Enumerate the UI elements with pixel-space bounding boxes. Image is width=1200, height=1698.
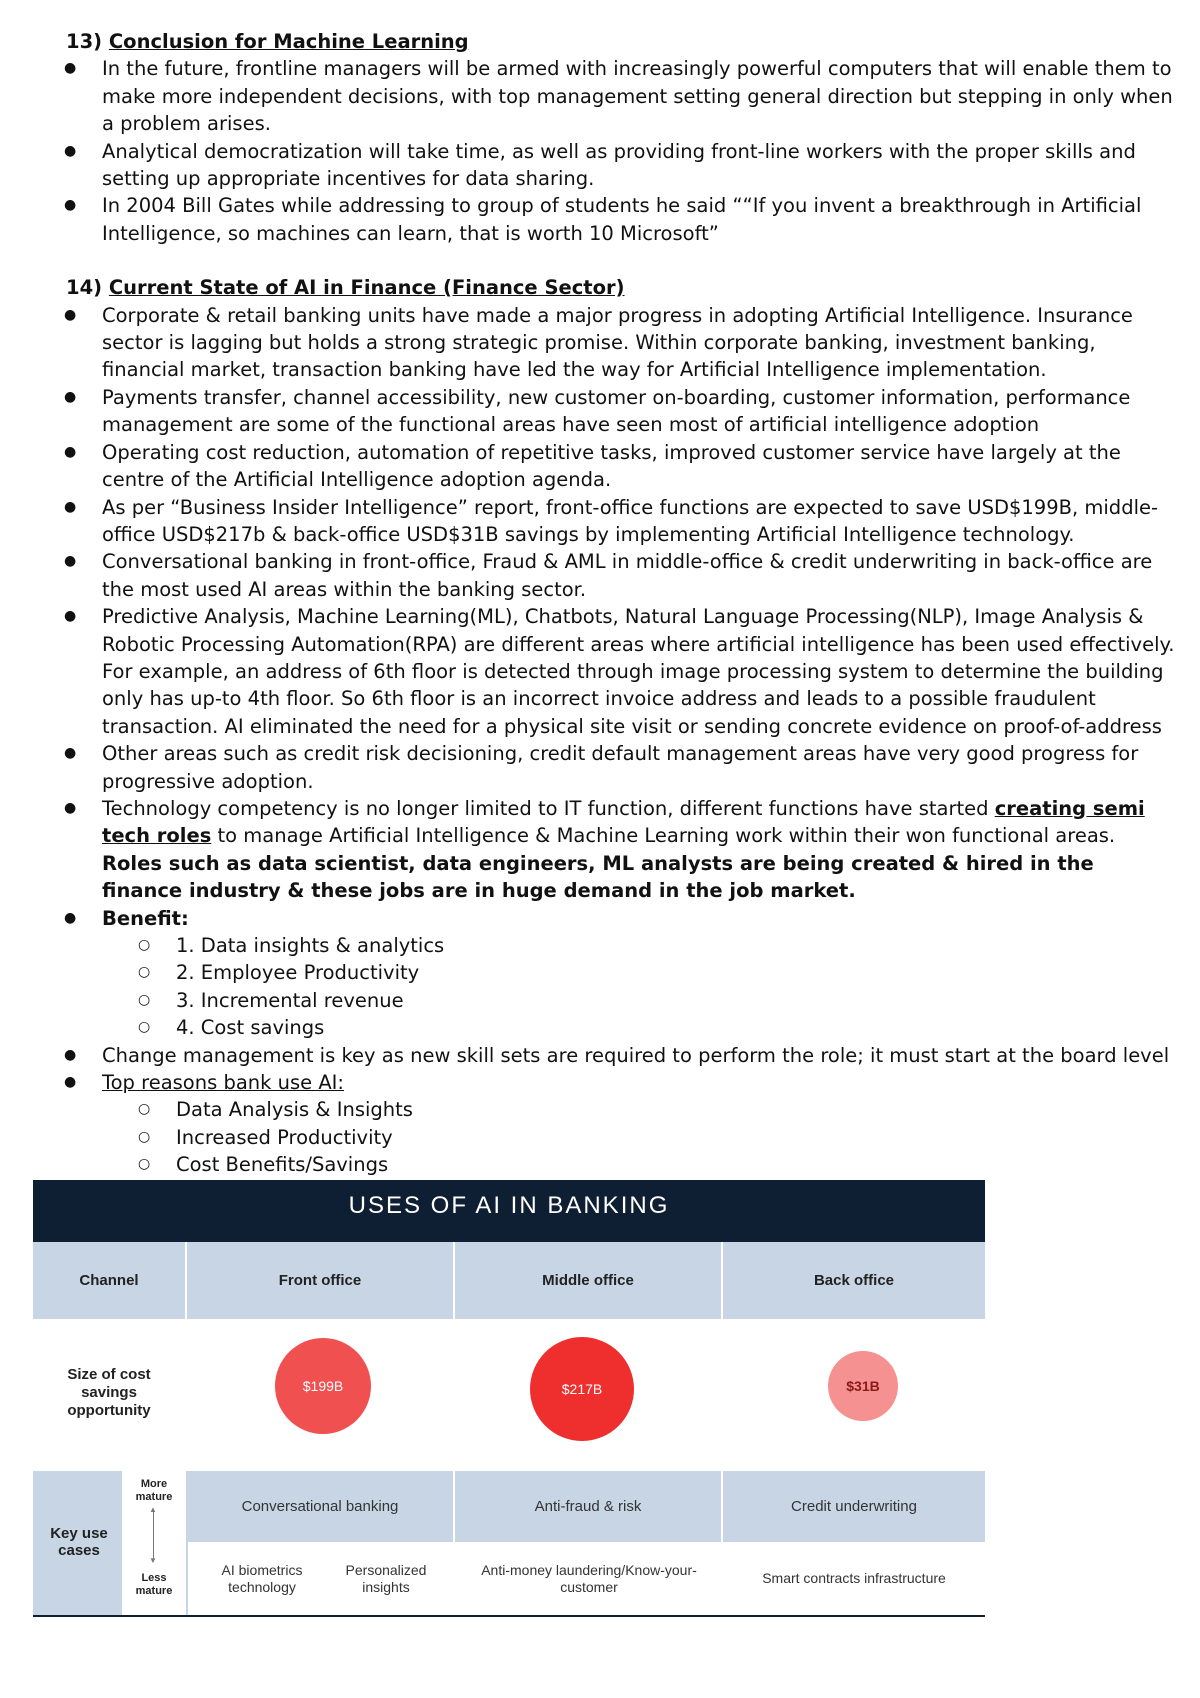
arrow-down-icon: ▼ (149, 1556, 157, 1565)
list-item: ○ 4. Cost savings (0, 1014, 1200, 1041)
list-item: ● Operating cost reduction, automation of repetitive tasks, improved customer service have largely at the centre of the Artificial Intelligence adoption agenda. (0, 439, 1200, 494)
column-back-office: Back office (813, 1272, 895, 1289)
smart-contracts-cell: Smart contracts infrastructure (762, 1570, 946, 1586)
key-use-cases-label: Key use cases (50, 1525, 108, 1559)
conversational-banking-cell: Conversational banking (241, 1498, 399, 1515)
list-item: ○ Increased Productivity (0, 1124, 1200, 1151)
ai-biometrics-cell: AI biometrics technology (221, 1562, 303, 1595)
list-item: ● Conversational banking in front-office, Fraud & AML in middle-office & credit underwriting in back-office are the most used AI areas within the banking sector. (0, 548, 1200, 603)
infographic-title: USES OF AI IN BANKING (33, 1180, 985, 1242)
list-item: ● Analytical democratization will take time, as well as providing front-line workers with the proper skills and setting up appropriate incentives for data sharing. (0, 138, 1200, 193)
anti-fraud-risk-cell: Anti-fraud & risk (534, 1498, 642, 1515)
section-13-list (0, 55, 1200, 247)
benefit-label: ● Benefit: (0, 905, 1200, 932)
personalized-insights-cell: Personalized insights (345, 1562, 427, 1595)
channel-label: Channel (79, 1272, 139, 1289)
list-item: ● In 2004 Bill Gates while addressing to group of students he said ““If you invent a breakthrough in Artificial Intelligence, so machines can learn, that is worth 10 Microsoft” (0, 192, 1200, 247)
list-item: ○ 1. Data insights & analytics (0, 932, 1200, 959)
less-mature-label: Less mature (135, 1572, 173, 1597)
list-item: ● Corporate & retail banking units have made a major progress in adopting Artificial Intelligence. Insurance sector is lagging but holds a strong strategic promise. Within corporate banking, investment banking, financial market, transaction banking have led the way for Artificial Intelligence implementation. (0, 302, 1200, 384)
list-item: ● Predictive Analysis, Machine Learning(ML), Chatbots, Natural Language Processing(NLP), Image Analysis & Robotic Processing Automation(RPA) are different areas where artificial intelligence has been used effectively. For example, an address of 6th floor is detected through image processing system to determine the building only has up-to 4th floor. So 6th floor is an incorrect invoice address and leads to a possible fraudulent transaction. AI eliminated the need for a physical site visit or sending concrete evidence on proof-of-address (0, 603, 1200, 740)
tech-text-before: Technology competency is no longer limited to IT function, different functions have started (102, 796, 995, 820)
bottom-rule (33, 1615, 985, 1617)
list-item: ● Payments transfer, channel accessibility, new customer on-boarding, customer information, performance management are some of the functional areas have seen most of artificial intelligence adoption (0, 384, 1200, 439)
aml-kyc-cell: Anti-money laundering/Know-your-customer (481, 1562, 697, 1595)
section-14-list-continued (0, 1042, 1200, 1097)
list-item: ○ 3. Incremental revenue (0, 987, 1200, 1014)
section-13-heading (0, 28, 1200, 55)
list-item: ● In the future, frontline managers will be armed with increasingly powerful computers that will enable them to make more independent decisions, with top management setting general direction but stepping in only when a problem arises. (0, 55, 1200, 137)
document-body (0, 28, 1200, 1179)
reasons-list (0, 1096, 1200, 1178)
section-14-heading (0, 274, 1200, 301)
list-item (0, 1069, 1200, 1096)
list-item: ● Other areas such as credit risk decisioning, credit default management areas have very good progress for progressive adoption. (0, 740, 1200, 795)
section-14-number: 14) (66, 276, 103, 300)
maturity-arrow-icon (153, 1510, 154, 1560)
savings-bubble-middle: $217B (530, 1337, 634, 1441)
tech-text-bold: Roles such as data scientist, data engineers, ML analysts are being created & hired in the finance industry & these jobs are in huge demand in the job market. (102, 851, 1094, 903)
column-middle-office: Middle office (542, 1272, 634, 1289)
tech-text-middle: to manage Artificial Intelligence & Machine Learning work within their won functional areas. (211, 824, 1116, 848)
section-14-list (0, 302, 1200, 932)
section-14-title: Current State of AI in Finance (Finance Sector) (108, 276, 625, 300)
list-item: ○ Data Analysis & Insights (0, 1096, 1200, 1123)
list-item: ○ Cost Benefits/Savings (0, 1151, 1200, 1178)
list-item: ● As per “Business Insider Intelligence” report, front-office functions are expected to save USD$199B, middle-office USD$217b & back-office USD$31B savings by implementing Artificial Intelligence technology. (0, 494, 1200, 549)
uses-of-ai-infographic (33, 1180, 985, 1620)
list-item: ○ 2. Employee Productivity (0, 959, 1200, 986)
more-mature-label: More mature (135, 1478, 173, 1503)
arrow-up-icon: ▲ (149, 1505, 157, 1514)
semi-tech-roles-link: creating semi tech roles (102, 796, 1145, 848)
credit-underwriting-cell: Credit underwriting (791, 1498, 917, 1515)
reasons-label: Top reasons bank use AI: (102, 1071, 344, 1095)
benefits-list (0, 932, 1200, 1042)
section-13-title: Conclusion for Machine Learning (108, 30, 469, 53)
section-13-number: 13) (66, 30, 103, 53)
column-front-office: Front office (278, 1272, 362, 1289)
list-item: ● Change management is key as new skill sets are required to perform the role; it must start at the board level (0, 1042, 1200, 1069)
savings-bubble-back: $31B (828, 1351, 898, 1421)
list-item-tech-roles (0, 795, 1200, 905)
size-of-savings-label: Size of cost savings opportunity (67, 1366, 151, 1419)
savings-bubble-front: $199B (275, 1338, 371, 1434)
